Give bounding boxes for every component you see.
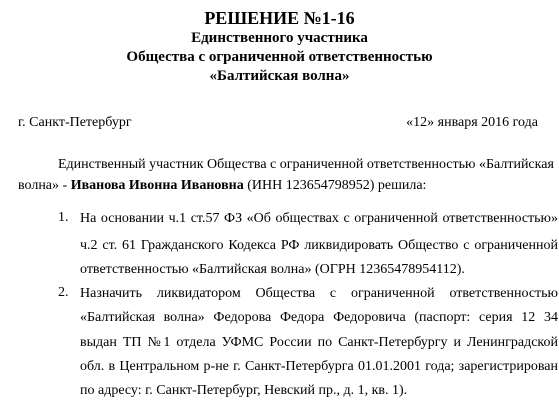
list-item-line: по адресу: г. Санкт-Петербург, Невский пр., д. 1, кв. 1). — [80, 383, 408, 398]
list-item-line: обл. в Центральном р-не г. Санкт-Петербурга 01.01.2001 года; зарегистрирован — [80, 359, 558, 374]
document-header — [0, 8, 559, 86]
intro-line-2 — [18, 178, 426, 194]
list-item-line: «Балтийская волна» Федорова Федора Федоровича (паспорт: серия 12 34 — [80, 310, 558, 325]
document-title: РЕШЕНИЕ №1-16 — [204, 8, 355, 28]
document-date: «12» января 2016 года — [406, 115, 538, 130]
list-item-line: Назначить ликвидатором Общества с ограниченной ответственностью — [80, 286, 558, 301]
document-subtitle-company-name: «Балтийская волна» — [209, 68, 350, 84]
list-item-line: На основании ч.1 ст.57 ФЗ «Об обществах с ограниченной ответственностью» — [80, 211, 558, 226]
document-subtitle-company-type: Общества с ограниченной ответственностью — [126, 49, 433, 65]
intro-suffix: (ИНН 123654798952) решила: — [243, 178, 427, 193]
list-item-number: 1. — [58, 210, 69, 225]
list-item-number: 2. — [58, 285, 69, 300]
document-subtitle-participant: Единственного участника — [191, 30, 368, 46]
list-item-line: выдан ТП №1 отдела УФМС России по Санкт-Петербургу и Ленинградской — [80, 335, 558, 350]
intro-prefix: волна» - — [18, 178, 71, 193]
list-item-line: ответственностью «Балтийская волна» (ОГРН 12365478954112). — [80, 262, 465, 277]
participant-name: Иванова Ивонна Ивановна — [70, 178, 244, 193]
document-place: г. Санкт-Петербург — [18, 115, 132, 130]
intro-line-1: Единственный участник Общества с ограниченной ответственностью «Балтийская — [58, 157, 554, 172]
list-item-line: ч.2 ст. 61 Гражданского Кодекса РФ ликвидировать Общество с ограниченной — [80, 238, 558, 253]
